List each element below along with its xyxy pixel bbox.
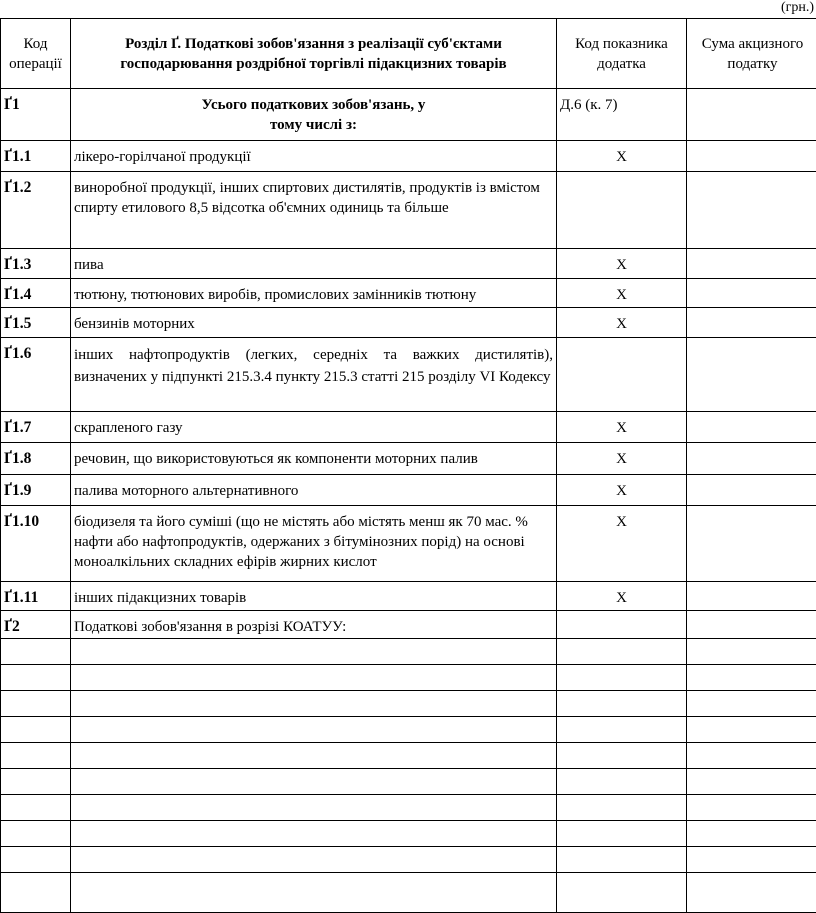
- row-description: біодизеля та його суміші (що не містять або містять менш як 70 мас. % нафти або нафтопродуктів, одержаних з бітумінозних порід) на основі моноалкільних складних ефірів жирних кислот: [71, 506, 557, 582]
- row-code: Ґ1.3: [1, 249, 71, 279]
- row-code: Ґ1.5: [1, 308, 71, 338]
- row-code: Ґ1.11: [1, 582, 71, 611]
- row-indicator: Х: [557, 249, 687, 279]
- koatuu-row: [1, 769, 816, 795]
- header-indicator: Код показника додатка: [557, 19, 687, 89]
- koatuu-indicator-cell[interactable]: [557, 717, 687, 743]
- koatuu-code-cell[interactable]: [1, 639, 71, 665]
- row-description: інших підакцизних товарів: [71, 582, 557, 611]
- row-amount[interactable]: [687, 611, 816, 639]
- row-amount[interactable]: [687, 249, 816, 279]
- total-label: Усього податкових зобов'язань, у тому числі з:: [194, 95, 434, 135]
- koatuu-indicator-cell[interactable]: [557, 873, 687, 913]
- row-description: палива моторного альтернативного: [71, 475, 557, 506]
- koatuu-indicator-cell[interactable]: [557, 691, 687, 717]
- row-description: інших нафтопродуктів (легких, середніх та важких дистилятів), визначених у підпункті 215.3.4 пункту 215.3 статті 215 розділу VI Кодексу: [71, 338, 557, 412]
- row-code: Ґ1.4: [1, 279, 71, 308]
- row-code: Ґ1: [1, 89, 71, 141]
- koatuu-amount-cell[interactable]: [687, 717, 816, 743]
- koatuu-desc-cell[interactable]: [71, 821, 557, 847]
- row-description: виноробної продукції, інших спиртових дистилятів, продуктів із вмістом спирту етилового 8,5 відсотка об'ємних одиниць та більше: [71, 172, 557, 249]
- koatuu-code-cell[interactable]: [1, 873, 71, 913]
- row-code: Ґ1.10: [1, 506, 71, 582]
- table-row: [1, 279, 816, 308]
- koatuu-desc-cell[interactable]: [71, 769, 557, 795]
- koatuu-desc-cell[interactable]: [71, 873, 557, 913]
- koatuu-desc-cell[interactable]: [71, 639, 557, 665]
- table-row: [1, 412, 816, 443]
- koatuu-code-cell[interactable]: [1, 717, 71, 743]
- row-indicator: Х: [557, 141, 687, 172]
- row-indicator: Х: [557, 308, 687, 338]
- header-code: Код операції: [1, 19, 71, 89]
- row-description: тютюну, тютюнових виробів, промислових замінників тютюну: [71, 279, 557, 308]
- table-row: [1, 89, 816, 141]
- tax-liabilities-table: [0, 18, 816, 913]
- table-row: [1, 249, 816, 279]
- row-indicator: [557, 172, 687, 249]
- row-description: лікеро-горілчаної продукції: [71, 141, 557, 172]
- table-row: [1, 308, 816, 338]
- koatuu-code-cell[interactable]: [1, 691, 71, 717]
- row-indicator: Х: [557, 506, 687, 582]
- koatuu-indicator-cell[interactable]: [557, 847, 687, 873]
- row-amount[interactable]: [687, 308, 816, 338]
- row-indicator: Х: [557, 279, 687, 308]
- koatuu-row: [1, 717, 816, 743]
- koatuu-amount-cell[interactable]: [687, 743, 816, 769]
- row-description: [71, 89, 557, 141]
- koatuu-code-cell[interactable]: [1, 665, 71, 691]
- koatuu-code-cell[interactable]: [1, 821, 71, 847]
- koatuu-indicator-cell[interactable]: [557, 665, 687, 691]
- row-amount[interactable]: [687, 582, 816, 611]
- koatuu-code-cell[interactable]: [1, 847, 71, 873]
- row-amount[interactable]: [687, 172, 816, 249]
- row-amount[interactable]: [687, 89, 816, 141]
- koatuu-amount-cell[interactable]: [687, 847, 816, 873]
- row-amount[interactable]: [687, 279, 816, 308]
- koatuu-desc-cell[interactable]: [71, 691, 557, 717]
- koatuu-code-cell[interactable]: [1, 795, 71, 821]
- header-row: [1, 19, 816, 89]
- koatuu-row: [1, 665, 816, 691]
- row-amount[interactable]: [687, 412, 816, 443]
- row-indicator: Х: [557, 443, 687, 475]
- koatuu-amount-cell[interactable]: [687, 691, 816, 717]
- row-indicator: [557, 338, 687, 412]
- row-description: скрапленого газу: [71, 412, 557, 443]
- header-amount: Сума акцизного податку: [687, 19, 816, 89]
- row-amount[interactable]: [687, 443, 816, 475]
- koatuu-code-cell[interactable]: [1, 769, 71, 795]
- row-indicator: Х: [557, 475, 687, 506]
- row-description: бензинів моторних: [71, 308, 557, 338]
- koatuu-desc-cell[interactable]: [71, 847, 557, 873]
- koatuu-code-cell[interactable]: [1, 743, 71, 769]
- koatuu-desc-cell[interactable]: [71, 665, 557, 691]
- table-row: [1, 338, 816, 412]
- row-code: Ґ1.1: [1, 141, 71, 172]
- koatuu-indicator-cell[interactable]: [557, 795, 687, 821]
- koatuu-desc-cell[interactable]: [71, 743, 557, 769]
- row-indicator: Х: [557, 412, 687, 443]
- header-section-title: Розділ Ґ. Податкові зобов'язання з реалізації суб'єктами господарювання роздрібної торгівлі підакцизних товарів: [71, 19, 557, 89]
- koatuu-amount-cell[interactable]: [687, 873, 816, 913]
- table-row: [1, 443, 816, 475]
- table-row: [1, 475, 816, 506]
- koatuu-row: [1, 743, 816, 769]
- koatuu-desc-cell[interactable]: [71, 717, 557, 743]
- row-indicator: Д.6 (к. 7): [557, 89, 687, 141]
- row-indicator: [557, 611, 687, 639]
- table-row: [1, 141, 816, 172]
- koatuu-row: [1, 873, 816, 913]
- koatuu-row: [1, 639, 816, 665]
- row-code: Ґ1.6: [1, 338, 71, 412]
- row-code: Ґ1.2: [1, 172, 71, 249]
- row-code: Ґ2: [1, 611, 71, 639]
- row-indicator: Х: [557, 582, 687, 611]
- row-description: пива: [71, 249, 557, 279]
- koatuu-row: [1, 847, 816, 873]
- koatuu-row: [1, 795, 816, 821]
- koatuu-indicator-cell[interactable]: [557, 743, 687, 769]
- table-row: [1, 506, 816, 582]
- koatuu-amount-cell[interactable]: [687, 639, 816, 665]
- koatuu-indicator-cell[interactable]: [557, 821, 687, 847]
- row-amount[interactable]: [687, 475, 816, 506]
- row-description: речовин, що використовуються як компоненти моторних палив: [71, 443, 557, 475]
- row-code: Ґ1.8: [1, 443, 71, 475]
- koatuu-row: [1, 691, 816, 717]
- koatuu-amount-cell[interactable]: [687, 821, 816, 847]
- koatuu-indicator-cell[interactable]: [557, 639, 687, 665]
- koatuu-amount-cell[interactable]: [687, 769, 816, 795]
- row-description: Податкові зобов'язання в розрізі КОАТУУ:: [71, 611, 557, 639]
- row-code: Ґ1.7: [1, 412, 71, 443]
- row-amount[interactable]: [687, 506, 816, 582]
- table-row: [1, 611, 816, 639]
- koatuu-amount-cell[interactable]: [687, 665, 816, 691]
- koatuu-amount-cell[interactable]: [687, 795, 816, 821]
- row-amount[interactable]: [687, 141, 816, 172]
- unit-label: (грн.): [781, 0, 814, 16]
- table-row: [1, 172, 816, 249]
- koatuu-indicator-cell[interactable]: [557, 769, 687, 795]
- row-amount[interactable]: [687, 338, 816, 412]
- row-code: Ґ1.9: [1, 475, 71, 506]
- koatuu-desc-cell[interactable]: [71, 795, 557, 821]
- koatuu-row: [1, 821, 816, 847]
- table-row: [1, 582, 816, 611]
